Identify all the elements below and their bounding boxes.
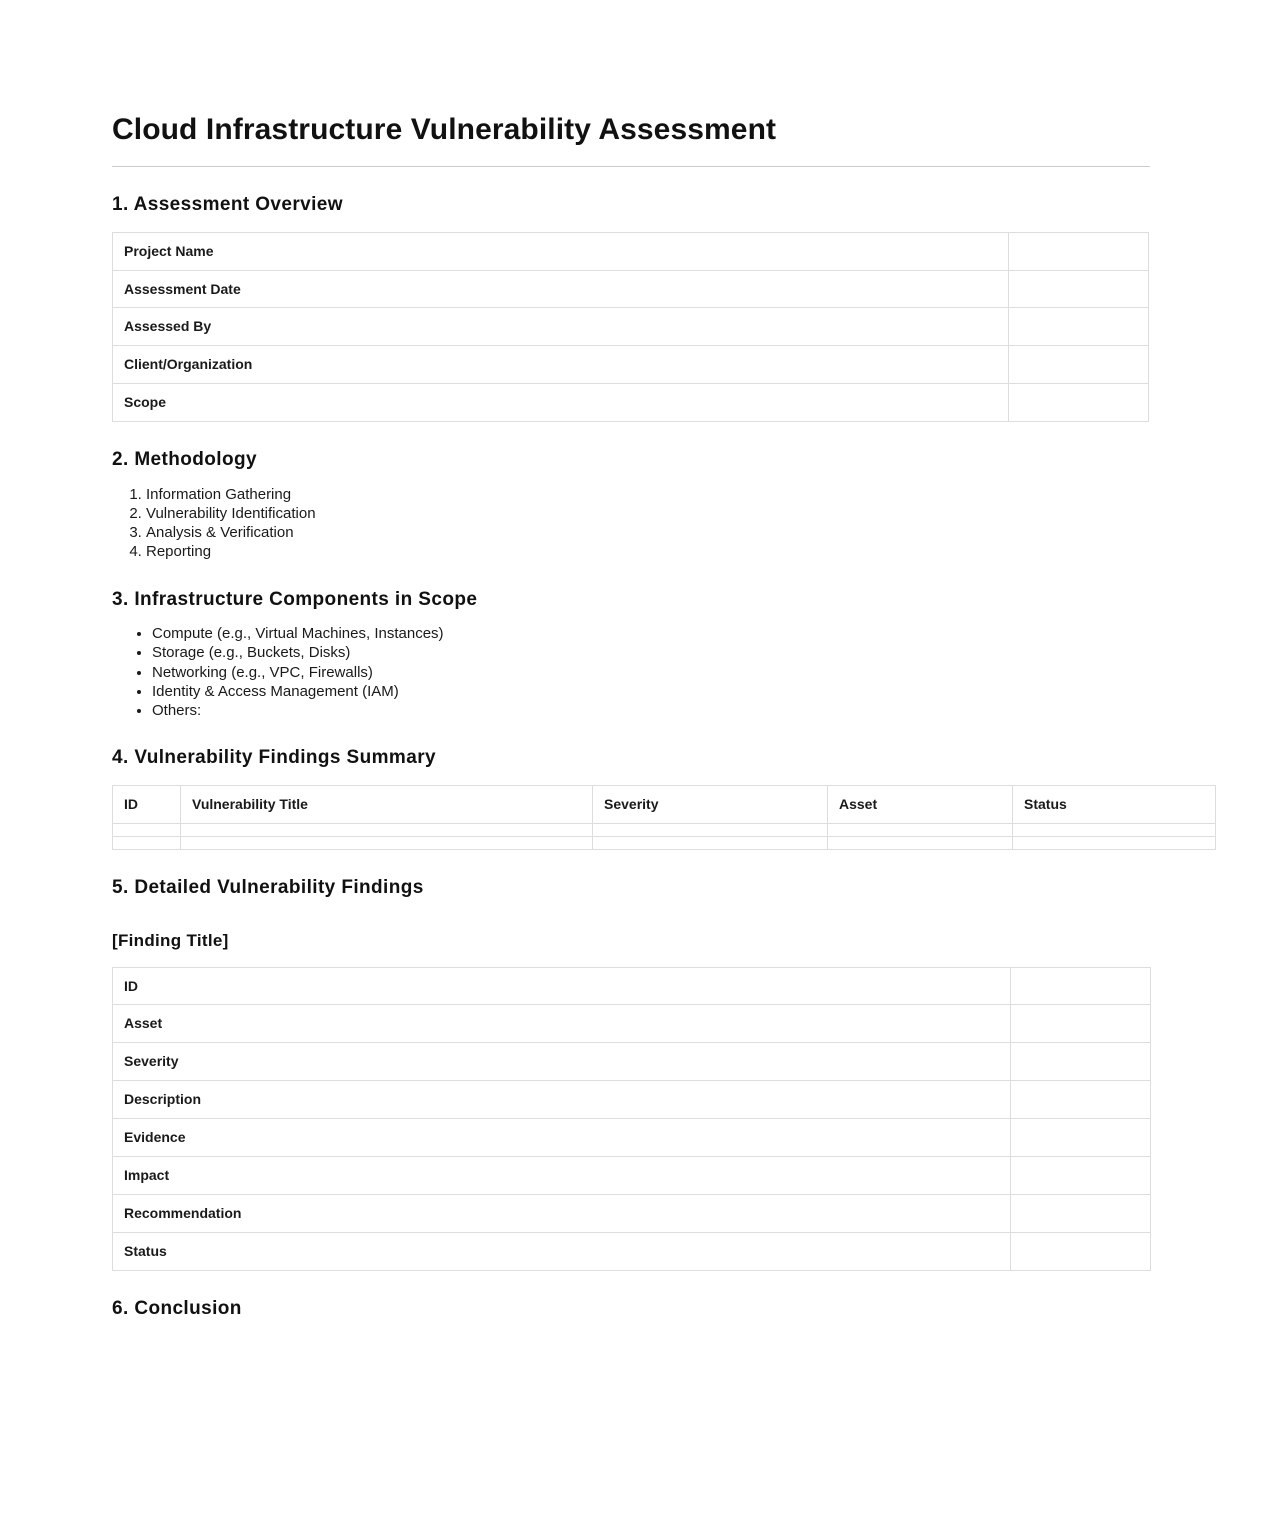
list-item: • Storage (e.g., Buckets, Disks) [152,643,1150,662]
page-title: Cloud Infrastructure Vulnerability Assessment [112,113,777,146]
row-label-client-organization: Client/Organization [113,346,1009,384]
assessment-overview-table [112,232,1149,422]
section-heading-methodology: 2. Methodology [112,449,257,471]
table-row [113,967,1151,1005]
table-row [113,384,1149,422]
row-label-scope: Scope [113,384,1009,422]
row-value-evidence[interactable] [1011,1119,1151,1157]
row-value-assessed-by[interactable] [1009,308,1149,346]
infrastructure-components-list [112,624,1150,720]
row-label-description: Description [113,1081,1011,1119]
table-row [113,836,1216,849]
row-value-assessment-date[interactable] [1009,270,1149,308]
cell-status[interactable] [1013,836,1216,849]
table-row [113,308,1149,346]
finding-title-heading: [Finding Title] [112,931,229,951]
conclusion-section [112,1297,1150,1322]
cell-asset[interactable] [828,836,1013,849]
table-header-row [113,785,1216,823]
row-label-assessment-date: Assessment Date [113,270,1009,308]
row-value-description[interactable] [1011,1081,1151,1119]
column-header-vulnerability-title: Vulnerability Title [181,785,593,823]
column-header-severity: Severity [593,785,828,823]
cell-status[interactable] [1013,823,1216,836]
row-value-asset[interactable] [1011,1005,1151,1043]
row-label-recommendation: Recommendation [113,1194,1011,1232]
list-item: • Compute (e.g., Virtual Machines, Instances) [152,624,1150,643]
row-label-project-name: Project Name [113,232,1009,270]
table-row [113,270,1149,308]
row-value-recommendation[interactable] [1011,1194,1151,1232]
row-value-id[interactable] [1011,967,1151,1005]
section-heading-detailed-findings: 5. Detailed Vulnerability Findings [112,876,424,898]
cell-asset[interactable] [828,823,1013,836]
table-row [113,346,1149,384]
row-label-impact: Impact [113,1157,1011,1195]
table-row [113,823,1216,836]
section-heading-infrastructure-components: 3. Infrastructure Components in Scope [112,588,478,610]
cell-vulnerability-title[interactable] [181,836,593,849]
section-heading-findings-summary: 4. Vulnerability Findings Summary [112,747,436,769]
table-row [113,1005,1151,1043]
row-label-status: Status [113,1232,1011,1270]
cell-severity[interactable] [593,836,828,849]
row-value-severity[interactable] [1011,1043,1151,1081]
column-header-status: Status [1013,785,1216,823]
cell-id[interactable] [113,836,181,849]
column-header-id: ID [113,785,181,823]
row-label-asset: Asset [113,1005,1011,1043]
table-row [113,1194,1151,1232]
list-item: • Identity & Access Management (IAM) [152,682,1150,701]
list-item: 3. Analysis & Verification [146,523,1150,542]
row-value-scope[interactable] [1009,384,1149,422]
list-item: 4. Reporting [146,542,1150,561]
row-label-assessed-by: Assessed By [113,308,1009,346]
list-item: 2. Vulnerability Identification [146,504,1150,523]
detailed-finding-table [112,967,1151,1271]
row-label-evidence: Evidence [113,1119,1011,1157]
row-label-severity: Severity [113,1043,1011,1081]
cell-id[interactable] [113,823,181,836]
section-heading-conclusion: 6. Conclusion [112,1297,242,1319]
row-value-impact[interactable] [1011,1157,1151,1195]
cell-severity[interactable] [593,823,828,836]
table-row [113,1232,1151,1270]
list-item: • Others: [152,701,1150,720]
column-header-asset: Asset [828,785,1013,823]
table-row [113,1043,1151,1081]
table-row [113,1157,1151,1195]
findings-summary-table [112,785,1216,850]
title-divider [112,166,1150,167]
table-row [113,1081,1151,1119]
cell-vulnerability-title[interactable] [181,823,593,836]
row-value-project-name[interactable] [1009,232,1149,270]
methodology-list [112,485,1150,562]
table-row [113,1119,1151,1157]
list-item: • Networking (e.g., VPC, Firewalls) [152,663,1150,682]
row-label-id: ID [113,967,1011,1005]
table-row [113,232,1149,270]
list-item: 1. Information Gathering [146,485,1150,504]
row-value-status[interactable] [1011,1232,1151,1270]
row-value-client-organization[interactable] [1009,346,1149,384]
section-heading-assessment-overview: 1. Assessment Overview [112,194,343,215]
